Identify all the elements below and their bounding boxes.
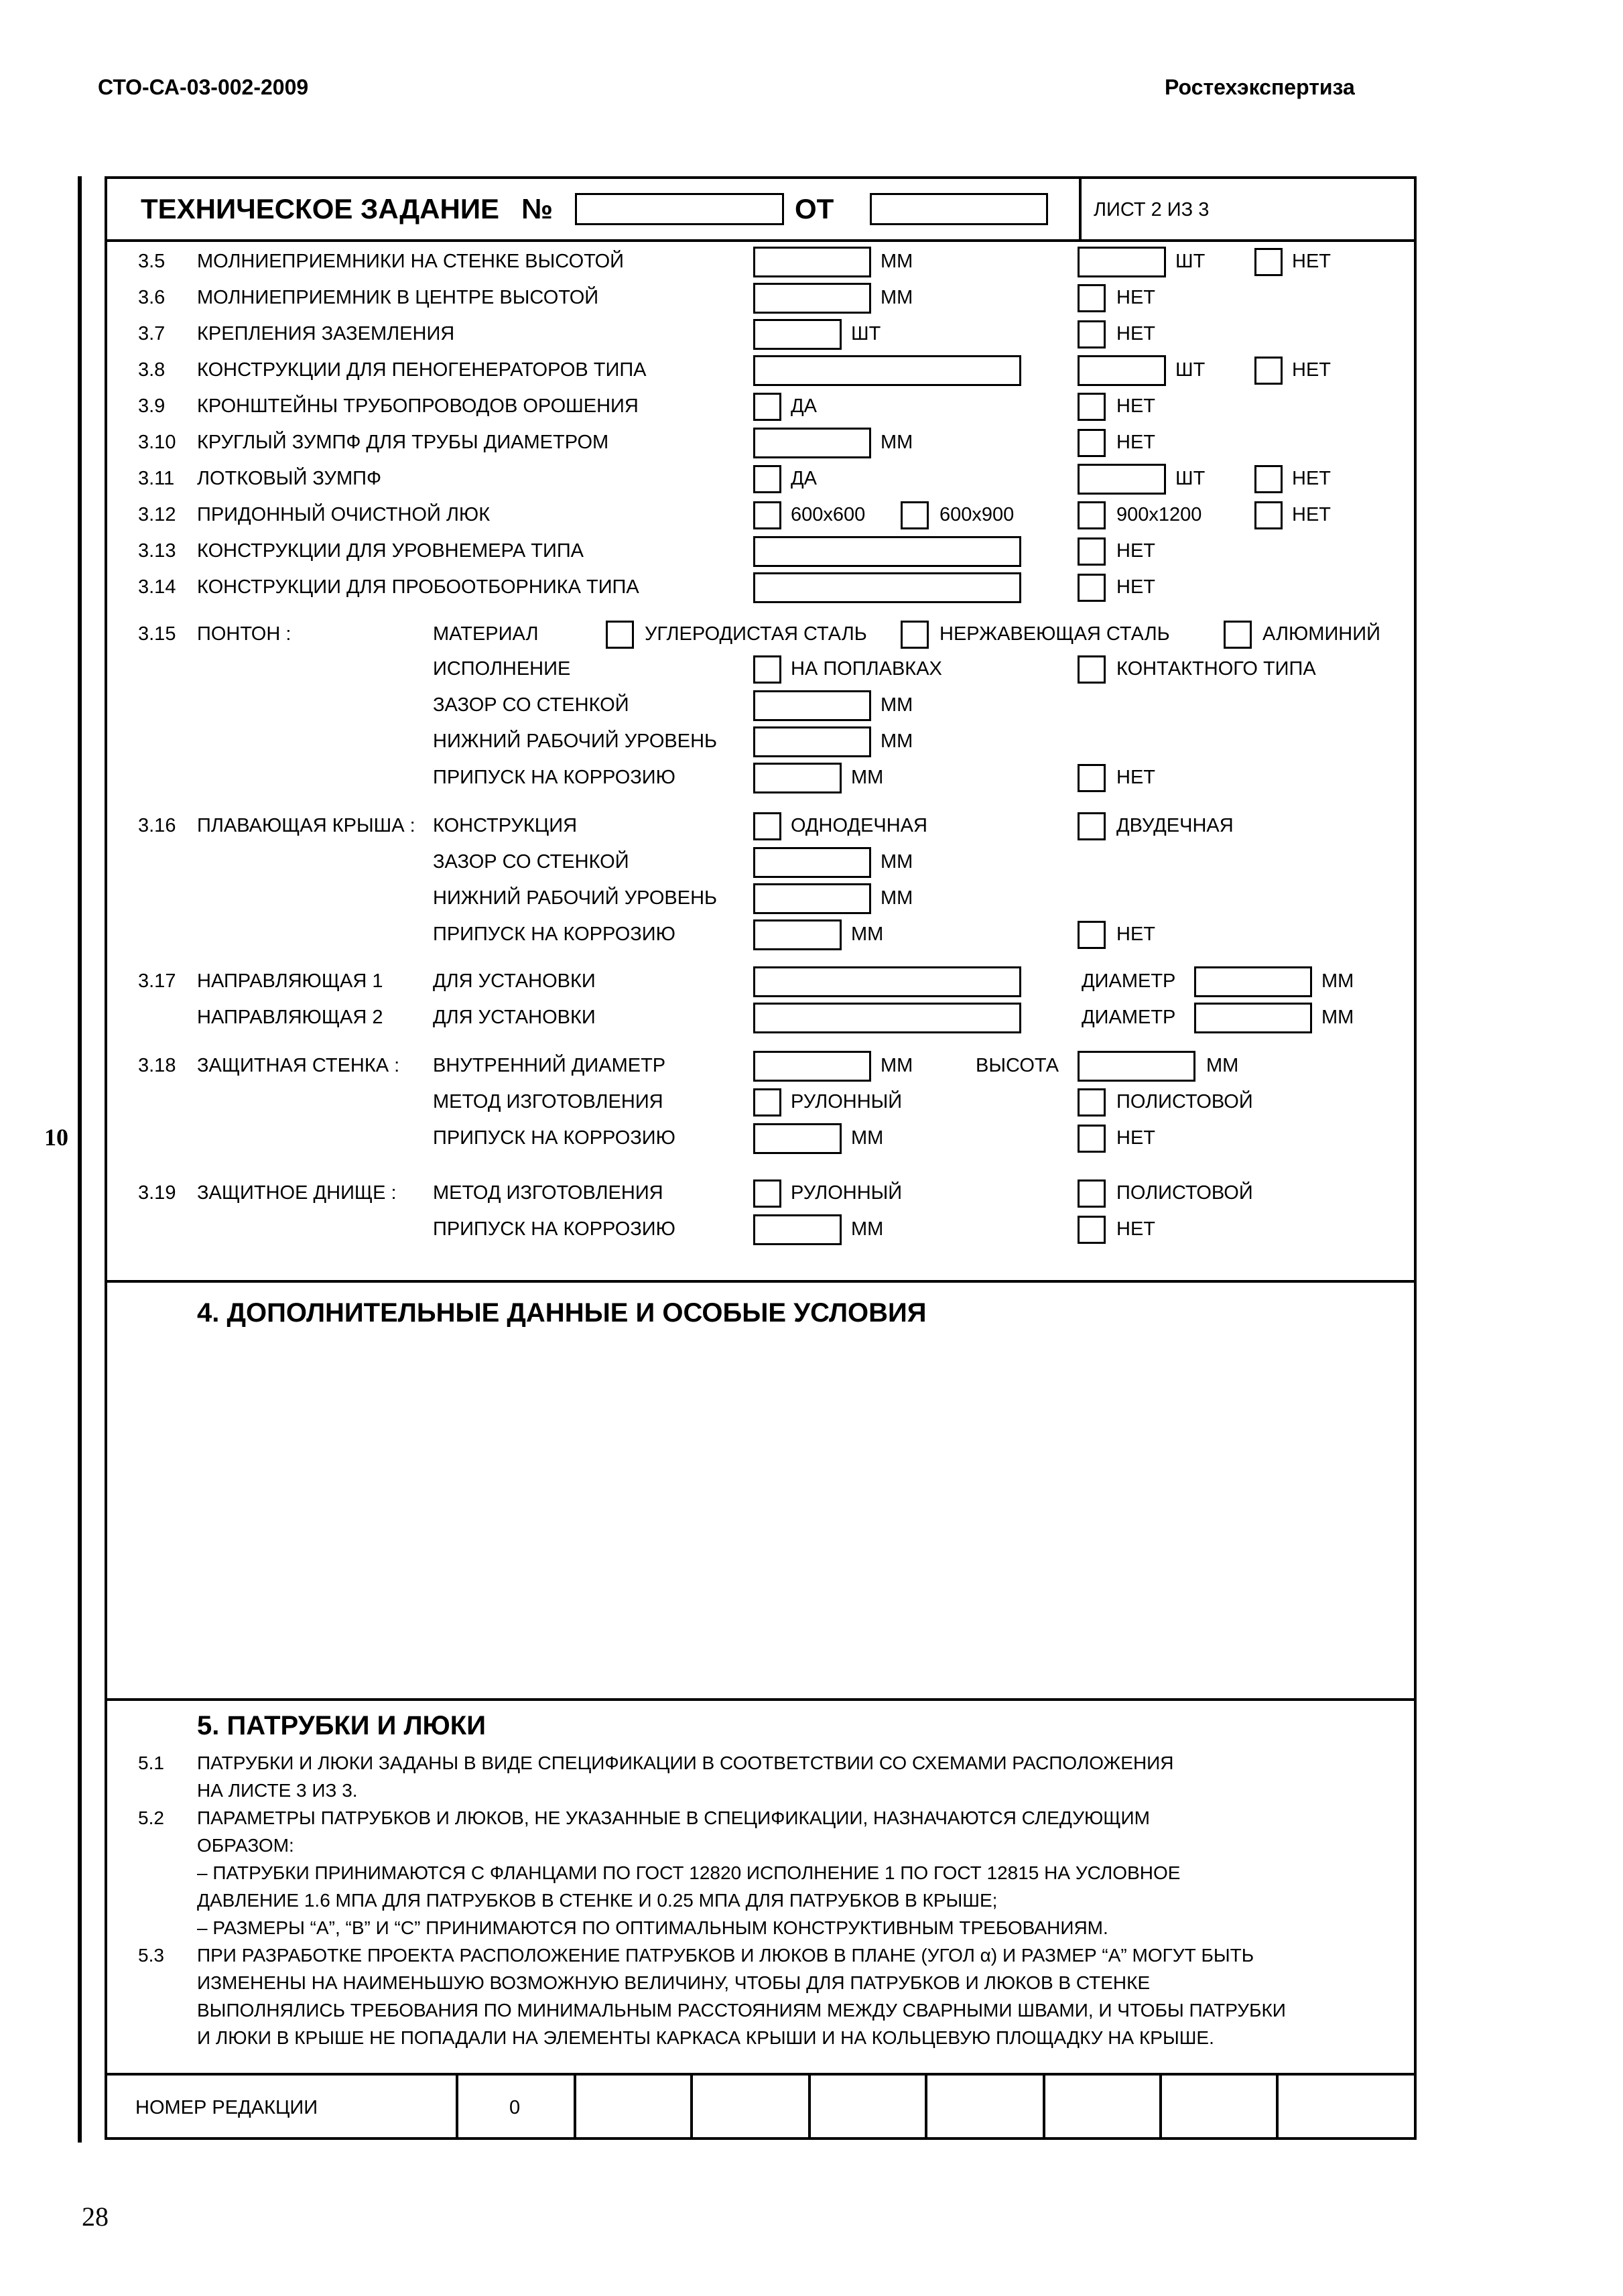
- material-label: МАТЕРИАЛ: [433, 623, 539, 645]
- no-label: НЕТ: [1116, 395, 1155, 417]
- size-label: 900x1200: [1116, 504, 1202, 525]
- method-label: МЕТОД ИЗГОТОВЛЕНИЯ: [433, 1182, 663, 1204]
- item-num: 5.2: [138, 1807, 164, 1828]
- aluminum-checkbox[interactable]: [1224, 621, 1252, 649]
- no-checkbox[interactable]: [1078, 1216, 1106, 1244]
- sheet-checkbox[interactable]: [1078, 1179, 1106, 1208]
- gap-field[interactable]: [753, 847, 871, 878]
- no-checkbox[interactable]: [1078, 921, 1106, 949]
- revision-cell-divider: [574, 2073, 576, 2140]
- method-label: МЕТОД ИЗГОТОВЛЕНИЯ: [433, 1091, 663, 1112]
- no-label: НЕТ: [1292, 251, 1331, 272]
- unit-label: ММ: [881, 694, 913, 716]
- inner-diameter-field[interactable]: [753, 1051, 871, 1082]
- option-label: ОДНОДЕЧНАЯ: [791, 815, 927, 836]
- floats-checkbox[interactable]: [753, 655, 781, 684]
- corrosion-label: ПРИПУСК НА КОРРОЗИЮ: [433, 1127, 675, 1149]
- corrosion-label: ПРИПУСК НА КОРРОЗИЮ: [433, 923, 675, 945]
- no-checkbox[interactable]: [1254, 248, 1283, 276]
- yes-checkbox[interactable]: [753, 393, 781, 421]
- corrosion-field[interactable]: [753, 1214, 842, 1245]
- paragraph-line: ПАТРУБКИ И ЛЮКИ ЗАДАНЫ В ВИДЕ СПЕЦИФИКАЦИИ В СООТВЕТСТВИИ СО СХЕМАМИ РАСПОЛОЖЕНИЯ: [197, 1752, 1174, 1773]
- row-num: 3.13: [138, 540, 176, 562]
- row-num: 3.15: [138, 623, 176, 645]
- option-label: НА ПОПЛАВКАХ: [791, 658, 942, 680]
- stainless-steel-checkbox[interactable]: [901, 621, 929, 649]
- revision-cell-divider: [808, 2073, 811, 2140]
- gap-field[interactable]: [753, 690, 871, 721]
- corrosion-field[interactable]: [753, 1123, 842, 1154]
- no-label: НЕТ: [1292, 504, 1331, 525]
- sheet-divider: [1079, 176, 1082, 241]
- rolled-checkbox[interactable]: [753, 1179, 781, 1208]
- row-num: 3.17: [138, 970, 176, 992]
- row-label: ПОНТОН :: [197, 623, 291, 645]
- row-num: 3.7: [138, 323, 166, 344]
- row-num: 3.16: [138, 815, 176, 836]
- date-field[interactable]: [870, 193, 1048, 225]
- no-checkbox[interactable]: [1078, 393, 1106, 421]
- paragraph-line: ПРИ РАЗРАБОТКЕ ПРОЕКТА РАСПОЛОЖЕНИЕ ПАТРУБКОВ И ЛЮКОВ В ПЛАНЕ (УГОЛ α) И РАЗМЕР “А” МОГУТ БЫТЬ: [197, 1945, 1254, 1966]
- unit-label: ММ: [851, 767, 884, 788]
- row-label: ЗАЩИТНАЯ СТЕНКА :: [197, 1055, 400, 1076]
- sheet-label: ЛИСТ 2 ИЗ 3: [1094, 199, 1210, 220]
- unit-label: ММ: [881, 1055, 913, 1076]
- section-divider: [105, 1280, 1417, 1283]
- margin-mark: 10: [44, 1124, 68, 1151]
- no-checkbox[interactable]: [1254, 465, 1283, 493]
- size-900x1200-checkbox[interactable]: [1078, 501, 1106, 529]
- no-checkbox[interactable]: [1078, 1125, 1106, 1153]
- no-label: НЕТ: [1116, 1127, 1155, 1149]
- no-checkbox[interactable]: [1078, 537, 1106, 566]
- guide-2-install-field[interactable]: [753, 1003, 1021, 1033]
- row-num: 3.6: [138, 287, 166, 308]
- count-field[interactable]: [753, 319, 842, 350]
- no-label: НЕТ: [1116, 576, 1155, 598]
- unit-label: ММ: [881, 730, 913, 752]
- yes-checkbox[interactable]: [753, 465, 781, 493]
- no-label: НЕТ: [1116, 323, 1155, 344]
- yes-label: ДА: [791, 468, 817, 489]
- unit-label: ММ: [1206, 1055, 1239, 1076]
- form-title: ТЕХНИЧЕСКОЕ ЗАДАНИЕ: [141, 193, 500, 225]
- paragraph-line: И ЛЮКИ В КРЫШЕ НЕ ПОПАДАЛИ НА ЭЛЕМЕНТЫ КАРКАСА КРЫШИ И НА КОЛЬЦЕВУЮ ПЛОЩАДКУ НА КРЫШЕ.: [197, 2027, 1214, 2048]
- date-label: ОТ: [795, 193, 834, 225]
- no-label: НЕТ: [1116, 767, 1155, 788]
- row-num: 3.11: [138, 468, 175, 489]
- unit-label: ШТ: [851, 323, 881, 344]
- diameter-field[interactable]: [753, 428, 871, 458]
- size-600x900-checkbox[interactable]: [901, 501, 929, 529]
- row-label: КОНСТРУКЦИИ ДЛЯ ПРОБООТБОРНИКА ТИПА: [197, 576, 639, 598]
- organization-name: Ростехэкспертиза: [1165, 75, 1355, 99]
- height-field[interactable]: [1078, 1051, 1195, 1082]
- unit-label: ММ: [881, 851, 913, 873]
- revision-cell-divider: [690, 2073, 693, 2140]
- install-label: ДЛЯ УСТАНОВКИ: [433, 1007, 596, 1028]
- execution-label: ИСПОЛНЕНИЕ: [433, 658, 571, 680]
- revision-cell-divider: [1043, 2073, 1045, 2140]
- paragraph-line: ПАРАМЕТРЫ ПАТРУБКОВ И ЛЮКОВ, НЕ УКАЗАННЫЕ В СПЕЦИФИКАЦИИ, НАЗНАЧАЮТСЯ СЛЕДУЮЩИМ: [197, 1807, 1150, 1828]
- row-num: 3.18: [138, 1055, 176, 1076]
- gap-label: ЗАЗОР СО СТЕНКОЙ: [433, 694, 629, 716]
- no-label: НЕТ: [1292, 468, 1331, 489]
- no-checkbox[interactable]: [1254, 501, 1283, 529]
- option-label: УГЛЕРОДИСТАЯ СТАЛЬ: [645, 623, 867, 645]
- option-label: ПОЛИСТОВОЙ: [1116, 1182, 1253, 1204]
- revision-value: 0: [509, 2097, 521, 2118]
- construction-label: КОНСТРУКЦИЯ: [433, 815, 578, 836]
- paragraph-line: НА ЛИСТЕ 3 ИЗ 3.: [197, 1780, 358, 1801]
- option-label: АЛЮМИНИЙ: [1262, 623, 1380, 645]
- section-divider: [105, 1698, 1417, 1701]
- height-field[interactable]: [753, 247, 871, 277]
- paragraph-line: ОБРАЗОМ:: [197, 1835, 294, 1856]
- no-label: НЕТ: [1292, 359, 1331, 381]
- item-num: 5.1: [138, 1752, 164, 1773]
- no-label: НЕТ: [1116, 540, 1155, 562]
- paragraph-line: ДАВЛЕНИЕ 1.6 МПА ДЛЯ ПАТРУБКОВ В СТЕНКЕ И 0.25 МПА ДЛЯ ПАТРУБКОВ В КРЫШЕ;: [197, 1890, 998, 1911]
- row-num: 3.10: [138, 432, 176, 453]
- count-field[interactable]: [1078, 355, 1166, 386]
- option-label: ДВУДЕЧНАЯ: [1116, 815, 1234, 836]
- unit-label: ШТ: [1175, 468, 1206, 489]
- no-checkbox[interactable]: [1078, 284, 1106, 312]
- corrosion-label: ПРИПУСК НА КОРРОЗИЮ: [433, 767, 675, 788]
- type-field[interactable]: [753, 355, 1021, 386]
- row-label: КОНСТРУКЦИИ ДЛЯ УРОВНЕМЕРА ТИПА: [197, 540, 584, 562]
- rolled-checkbox[interactable]: [753, 1088, 781, 1117]
- row-label: КОНСТРУКЦИИ ДЛЯ ПЕНОГЕНЕРАТОРОВ ТИПА: [197, 359, 647, 381]
- no-checkbox[interactable]: [1254, 357, 1283, 385]
- no-checkbox[interactable]: [1078, 429, 1106, 457]
- unit-label: ММ: [851, 1218, 884, 1240]
- no-label: НЕТ: [1116, 923, 1155, 945]
- install-label: ДЛЯ УСТАНОВКИ: [433, 970, 596, 992]
- section-4-content-area[interactable]: [197, 1340, 1390, 1689]
- low-level-field[interactable]: [753, 726, 871, 757]
- corrosion-field[interactable]: [753, 763, 842, 793]
- no-checkbox[interactable]: [1078, 764, 1106, 792]
- section-5-title: 5. ПАТРУБКИ И ЛЮКИ: [197, 1711, 486, 1740]
- header-divider: [105, 239, 1417, 242]
- size-label: 600x900: [939, 504, 1015, 525]
- single-deck-checkbox[interactable]: [753, 812, 781, 840]
- paragraph-line: – РАЗМЕРЫ “А”, “В” И “С” ПРИНИМАЮТСЯ ПО ОПТИМАЛЬНЫМ КОНСТРУКТИВНЫМ ТРЕБОВАНИЯМ.: [197, 1917, 1108, 1938]
- gap-label: ЗАЗОР СО СТЕНКОЙ: [433, 851, 629, 873]
- no-label: НЕТ: [1116, 287, 1155, 308]
- unit-label: ММ: [1321, 1007, 1354, 1028]
- row-label: МОЛНИЕПРИЕМНИКИ НА СТЕНКЕ ВЫСОТОЙ: [197, 251, 624, 272]
- row-num: 3.8: [138, 359, 166, 381]
- corrosion-label: ПРИПУСК НА КОРРОЗИЮ: [433, 1218, 675, 1240]
- carbon-steel-checkbox[interactable]: [606, 621, 634, 649]
- unit-label: ШТ: [1175, 251, 1206, 272]
- row-label: МОЛНИЕПРИЕМНИК В ЦЕНТРЕ ВЫСОТОЙ: [197, 287, 599, 308]
- diameter-label: ДИАМЕТР: [1082, 1007, 1176, 1028]
- no-label: НЕТ: [1116, 432, 1155, 453]
- type-field[interactable]: [753, 536, 1021, 567]
- height-field[interactable]: [753, 283, 871, 314]
- no-label: НЕТ: [1116, 1218, 1155, 1240]
- low-level-field[interactable]: [753, 883, 871, 914]
- guide-1-install-field[interactable]: [753, 966, 1021, 997]
- option-label: РУЛОННЫЙ: [791, 1182, 903, 1204]
- revision-label: НОМЕР РЕДАКЦИИ: [135, 2097, 318, 2118]
- revision-cell-divider: [1159, 2073, 1162, 2140]
- revision-cell-divider: [925, 2073, 927, 2140]
- guide-2-label: НАПРАВЛЯЮЩАЯ 2: [197, 1007, 383, 1028]
- document-code: СТО-СА-03-002-2009: [98, 75, 309, 99]
- row-label: КРОНШТЕЙНЫ ТРУБОПРОВОДОВ ОРОШЕНИЯ: [197, 395, 639, 417]
- row-num: 3.19: [138, 1182, 176, 1204]
- option-label: НЕРЖАВЕЮЩАЯ СТАЛЬ: [939, 623, 1170, 645]
- row-num: 3.12: [138, 504, 176, 525]
- section-4-title: 4. ДОПОЛНИТЕЛЬНЫЕ ДАННЫЕ И ОСОБЫЕ УСЛОВИЯ: [197, 1298, 927, 1328]
- row-num: 3.5: [138, 251, 166, 272]
- row-label: ПЛАВАЮЩАЯ КРЫША :: [197, 815, 415, 836]
- paragraph-line: – ПАТРУБКИ ПРИНИМАЮТСЯ С ФЛАНЦАМИ ПО ГОСТ 12820 ИСПОЛНЕНИЕ 1 ПО ГОСТ 12815 НА УСЛОВНОЕ: [197, 1862, 1181, 1883]
- option-label: РУЛОННЫЙ: [791, 1091, 903, 1112]
- type-field[interactable]: [753, 572, 1021, 603]
- option-label: ПОЛИСТОВОЙ: [1116, 1091, 1253, 1112]
- size-label: 600x600: [791, 504, 866, 525]
- count-field[interactable]: [1078, 464, 1166, 495]
- count-field[interactable]: [1078, 247, 1166, 277]
- unit-label: ММ: [851, 923, 884, 945]
- unit-label: ММ: [881, 251, 913, 272]
- row-num: 3.9: [138, 395, 166, 417]
- revision-cell-divider: [1276, 2073, 1279, 2140]
- option-label: КОНТАКТНОГО ТИПА: [1116, 658, 1316, 680]
- low-level-label: НИЖНИЙ РАБОЧИЙ УРОВЕНЬ: [433, 730, 718, 752]
- contact-type-checkbox[interactable]: [1078, 655, 1106, 684]
- height-label: ВЫСОТА: [976, 1055, 1059, 1076]
- row-num: 3.14: [138, 576, 176, 598]
- row-label: ПРИДОННЫЙ ОЧИСТНОЙ ЛЮК: [197, 504, 491, 525]
- paragraph-line: ИЗМЕНЕНЫ НА НАИМЕНЬШУЮ ВОЗМОЖНУЮ ВЕЛИЧИНУ, ЧТОБЫ ДЛЯ ПАТРУБКОВ И ЛЮКОВ В СТЕНКЕ: [197, 1972, 1151, 1993]
- row-label: КРУГЛЫЙ ЗУМПФ ДЛЯ ТРУБЫ ДИАМЕТРОМ: [197, 432, 609, 453]
- row-label: ЗАЩИТНОЕ ДНИЩЕ :: [197, 1182, 397, 1204]
- size-600x600-checkbox[interactable]: [753, 501, 781, 529]
- unit-label: ММ: [1321, 970, 1354, 992]
- page-number: 28: [82, 2202, 109, 2232]
- unit-label: ШТ: [1175, 359, 1206, 381]
- change-bar: [78, 176, 82, 2143]
- unit-label: ММ: [881, 887, 913, 909]
- number-sign: №: [521, 193, 553, 225]
- revision-divider: [105, 2073, 1417, 2076]
- row-label: ЛОТКОВЫЙ ЗУМПФ: [197, 468, 382, 489]
- yes-label: ДА: [791, 395, 817, 417]
- unit-label: ММ: [851, 1127, 884, 1149]
- sheet-checkbox[interactable]: [1078, 1088, 1106, 1117]
- corrosion-field[interactable]: [753, 919, 842, 950]
- revision-cell-divider: [456, 2073, 458, 2140]
- low-level-label: НИЖНИЙ РАБОЧИЙ УРОВЕНЬ: [433, 887, 718, 909]
- double-deck-checkbox[interactable]: [1078, 812, 1106, 840]
- diameter-label: ДИАМЕТР: [1082, 970, 1176, 992]
- guide-1-diameter-field[interactable]: [1194, 966, 1312, 997]
- unit-label: ММ: [881, 432, 913, 453]
- no-checkbox[interactable]: [1078, 574, 1106, 602]
- unit-label: ММ: [881, 287, 913, 308]
- no-checkbox[interactable]: [1078, 320, 1106, 348]
- inner-diameter-label: ВНУТРЕННИЙ ДИАМЕТР: [433, 1055, 666, 1076]
- paragraph-line: ВЫПОЛНЯЛИСЬ ТРЕБОВАНИЯ ПО МИНИМАЛЬНЫМ РАССТОЯНИЯМ МЕЖДУ СВАРНЫМИ ШВАМИ, И ЧТОБЫ ПАТРУБКИ: [197, 2000, 1286, 2021]
- guide-2-diameter-field[interactable]: [1194, 1003, 1312, 1033]
- item-num: 5.3: [138, 1945, 164, 1966]
- guide-1-label: НАПРАВЛЯЮЩАЯ 1: [197, 970, 383, 992]
- number-field[interactable]: [575, 193, 784, 225]
- row-label: КРЕПЛЕНИЯ ЗАЗЕМЛЕНИЯ: [197, 323, 455, 344]
